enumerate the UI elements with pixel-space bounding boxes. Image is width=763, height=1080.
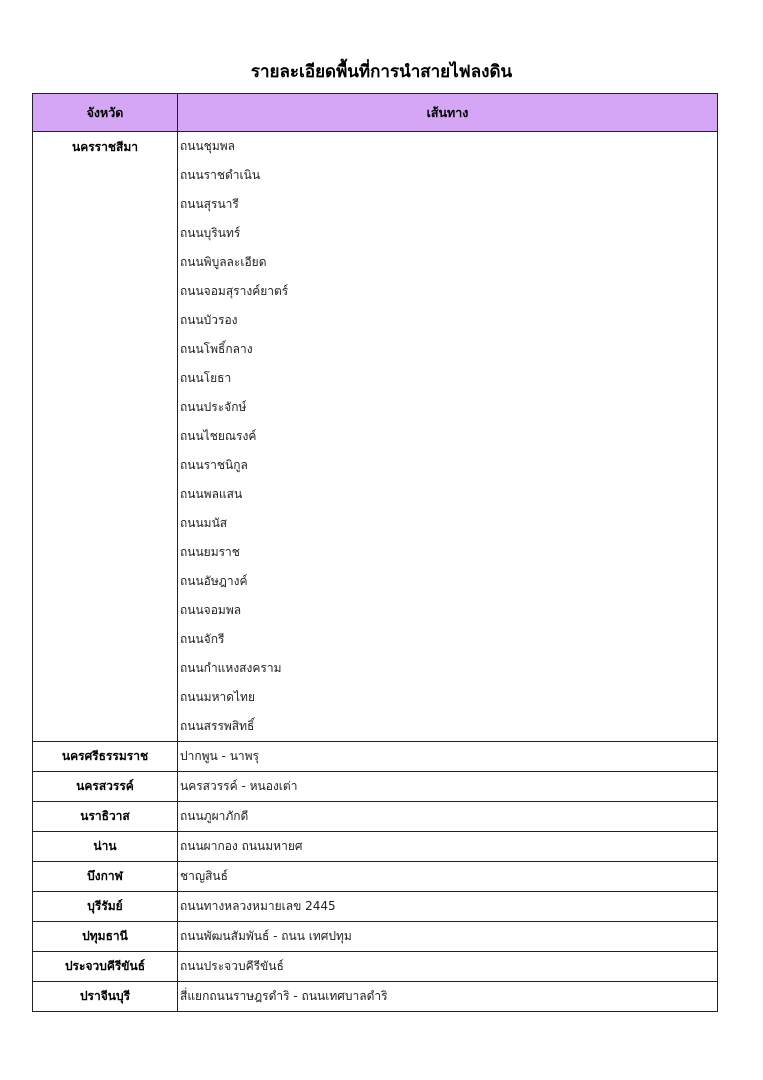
route-cell: ถนนบัวรอง [178,306,718,335]
route-cell: ถนนโยธา [178,364,718,393]
route-cell: ถนนภูผาภักดี [178,802,718,832]
route-cell: ถนนชุมพล [178,132,718,162]
route-cell: ถนนผากอง ถนนมหายศ [178,832,718,862]
route-cell: ถนนอัษฎางค์ [178,567,718,596]
route-cell: ถนนประจวบคีรีขันธ์ [178,952,718,982]
province-cell: ปราจีนบุรี [33,982,178,1012]
document-title: รายละเอียดพื้นที่การนำสายไฟลงดิน [250,62,513,82]
table-row [33,952,718,982]
route-cell: ถนนราชดำเนิน [178,161,718,190]
route-cell: ถนนจอมพล [178,596,718,625]
route-cell: ถนนยมราช [178,538,718,567]
province-cell: บึงกาฬ [33,862,178,892]
table-row [33,742,718,772]
province-cell: นครศรีธรรมราช [33,742,178,772]
route-cell: ถนนพลแสน [178,480,718,509]
header-province: จังหวัด [33,94,178,132]
table-row [33,892,718,922]
route-cell: ถนนมหาดไทย [178,683,718,712]
table-row [33,772,718,802]
province-cell: บุรีรัมย์ [33,892,178,922]
route-cell: ถนนราชนิกูล [178,451,718,480]
route-cell: ปากพูน - นาพรุ [178,742,718,772]
route-cell: นครสวรรค์ - หนองเต่า [178,772,718,802]
table-row [33,132,718,162]
route-cell: ถนนจอมสุรางค์ยาตร์ [178,277,718,306]
route-cell: ถนนบุรินทร์ [178,219,718,248]
table-row [33,862,718,892]
table-row [33,802,718,832]
route-cell: ถนนสรรพสิทธิ์ [178,712,718,742]
route-cell: ถนนไชยณรงค์ [178,422,718,451]
route-cell: ถนนจักรี [178,625,718,654]
table-row [33,982,718,1012]
header-route: เส้นทาง [178,94,718,132]
province-cell: ประจวบคีรีขันธ์ [33,952,178,982]
province-cell: น่าน [33,832,178,862]
table-header-row [33,94,718,132]
table-row [33,832,718,862]
route-cell: ชาญสินธ์ [178,862,718,892]
route-cell: ถนนมนัส [178,509,718,538]
route-cell: ถนนทางหลวงหมายเลข 2445 [178,892,718,922]
route-cell: ถนนสุรนารี [178,190,718,219]
route-cell: สี่แยกถนนราษฎรดำริ - ถนนเทศบาลดำริ [178,982,718,1012]
route-cell: ถนนประจักษ์ [178,393,718,422]
table-row [33,922,718,952]
route-cell: ถนนพิบูลละเอียด [178,248,718,277]
province-cell: นราธิวาส [33,802,178,832]
route-cell: ถนนกำแหงสงคราม [178,654,718,683]
routes-table [32,93,718,1012]
province-cell: นครราชสีมา [33,132,178,742]
province-cell: นครสวรรค์ [33,772,178,802]
route-cell: ถนนพัฒนสัมพันธ์ - ถนน เทศปทุม [178,922,718,952]
route-cell: ถนนโพธิ์กลาง [178,335,718,364]
table-body [33,132,718,1012]
province-cell: ปทุมธานี [33,922,178,952]
